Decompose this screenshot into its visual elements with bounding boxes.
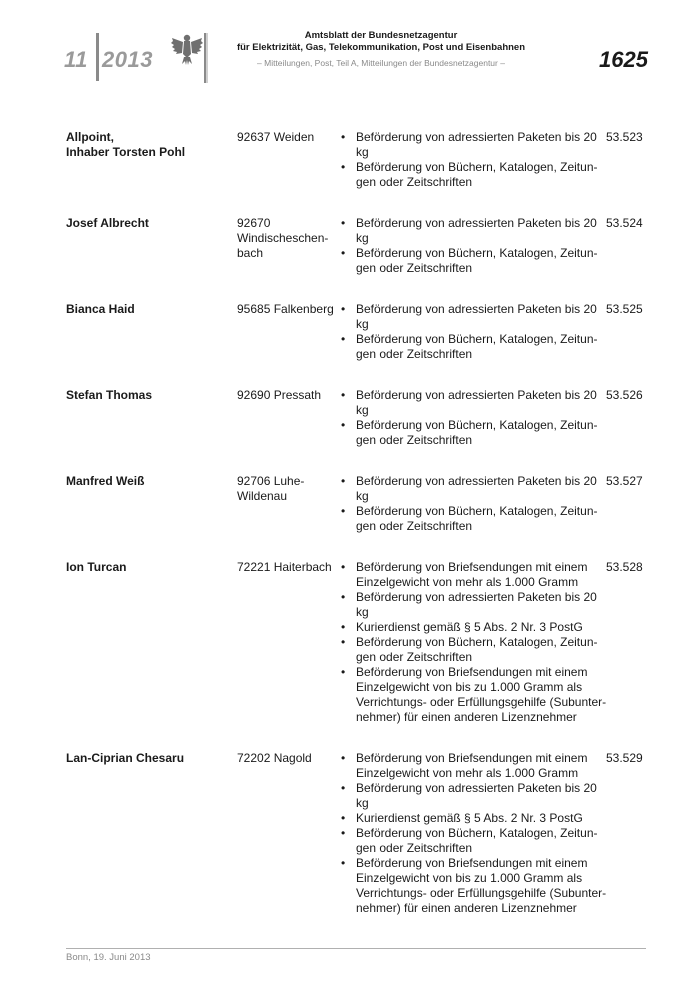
page-header xyxy=(0,0,700,95)
licensee-name: Bianca Haid xyxy=(66,302,135,316)
page-number: 1625 xyxy=(599,47,648,72)
licensee-location: 92706 Luhe-Wildenau xyxy=(237,474,305,503)
license-number: 53.523 xyxy=(606,130,643,144)
license-number: 53.527 xyxy=(606,474,643,488)
header-divider-light xyxy=(206,33,208,83)
licensee-list xyxy=(66,130,656,942)
service-list xyxy=(337,388,607,448)
licensee-entry xyxy=(66,751,656,916)
service-list xyxy=(337,474,607,534)
service-item: • Beförderung von Büchern, Katalogen, Zeitun-gen oder Zeitschriften xyxy=(337,504,607,534)
licensee-name: Manfred Weiß xyxy=(66,474,145,488)
service-item: • Beförderung von Büchern, Katalogen, Zeitun-gen oder Zeitschriften xyxy=(337,332,607,362)
service-list xyxy=(337,560,607,725)
licensee-name: Allpoint, Inhaber Torsten Pohl xyxy=(66,130,186,159)
section-subtitle: – Mitteilungen, Post, Teil A, Mitteilungen der Bundesnetzagentur – xyxy=(257,58,505,68)
service-item: • Beförderung von Briefsendungen mit einem Einzelgewicht von bis zu 1.000 Gramm als Verrichtungs- oder Erfüllungsgehilfe (Subunter-nehmer) für einen anderen Lizenznehmer xyxy=(337,665,607,725)
service-item: • Beförderung von adressierten Paketen bis 20 kg xyxy=(337,590,607,620)
service-item: • Beförderung von Büchern, Katalogen, Zeitun-gen oder Zeitschriften xyxy=(337,418,607,448)
service-item: • Beförderung von adressierten Paketen bis 20 kg xyxy=(337,216,607,246)
license-number: 53.525 xyxy=(606,302,643,316)
licensee-entry xyxy=(66,560,656,725)
licensee-location: 92637 Weiden xyxy=(237,130,315,144)
publication-subtitle: für Elektrizität, Gas, Telekommunikation, Post und Eisenbahnen xyxy=(236,42,526,53)
licensee-location: 72221 Haiterbach xyxy=(237,560,332,574)
service-list xyxy=(337,302,607,362)
licensee-entry xyxy=(66,474,656,534)
licensee-location: 72202 Nagold xyxy=(237,751,312,765)
service-item: • Kurierdienst gemäß § 5 Abs. 2 Nr. 3 PostG xyxy=(337,620,607,635)
publication-title: Amtsblatt der Bundesnetzagentur xyxy=(304,30,458,41)
issue-number: 11 xyxy=(64,47,88,72)
license-number: 53.524 xyxy=(606,216,643,230)
service-item: • Beförderung von Büchern, Katalogen, Zeitun-gen oder Zeitschriften xyxy=(337,160,607,190)
licensee-entry xyxy=(66,130,656,190)
service-item: • Beförderung von Büchern, Katalogen, Zeitun-gen oder Zeitschriften xyxy=(337,826,607,856)
licensee-name: Lan-Ciprian Chesaru xyxy=(66,751,185,765)
service-item: • Beförderung von Büchern, Katalogen, Zeitun-gen oder Zeitschriften xyxy=(337,635,607,665)
service-item: • Beförderung von adressierten Paketen bis 20 kg xyxy=(337,781,607,811)
header-divider xyxy=(96,33,99,81)
service-list xyxy=(337,130,607,190)
service-item: • Beförderung von Briefsendungen mit einem Einzelgewicht von mehr als 1.000 Gramm xyxy=(337,751,607,781)
service-item: • Beförderung von adressierten Paketen bis 20 kg xyxy=(337,388,607,418)
license-number: 53.529 xyxy=(606,751,643,765)
licensee-entry xyxy=(66,216,656,276)
service-item: • Beförderung von Briefsendungen mit einem Einzelgewicht von bis zu 1.000 Gramm als Verrichtungs- oder Erfüllungsgehilfe (Subunter-nehmer) für einen anderen Lizenznehmer xyxy=(337,856,607,916)
licensee-name: Ion Turcan xyxy=(66,560,127,574)
service-list xyxy=(337,751,607,916)
footer-rule xyxy=(66,948,646,949)
licensee-location: 95685 Falkenberg xyxy=(237,302,334,316)
federal-eagle-icon xyxy=(170,32,204,68)
service-item: • Beförderung von adressierten Paketen bis 20 kg xyxy=(337,302,607,332)
issue-year: 2013 xyxy=(102,47,153,72)
licensee-entry xyxy=(66,302,656,362)
licensee-location: 92690 Pressath xyxy=(237,388,322,402)
licensee-entry xyxy=(66,388,656,448)
licensee-name: Josef Albrecht xyxy=(66,216,149,230)
service-list xyxy=(337,216,607,276)
service-item: • Kurierdienst gemäß § 5 Abs. 2 Nr. 3 PostG xyxy=(337,811,607,826)
footer-text: Bonn, 19. Juni 2013 xyxy=(66,952,151,963)
licensee-location: 92670 Windischeschen-bach xyxy=(237,216,329,260)
service-item: • Beförderung von adressierten Paketen bis 20 kg xyxy=(337,130,607,160)
licensee-name: Stefan Thomas xyxy=(66,388,153,402)
license-number: 53.526 xyxy=(606,388,643,402)
license-number: 53.528 xyxy=(606,560,643,574)
service-item: • Beförderung von adressierten Paketen bis 20 kg xyxy=(337,474,607,504)
service-item: • Beförderung von Büchern, Katalogen, Zeitun-gen oder Zeitschriften xyxy=(337,246,607,276)
service-item: • Beförderung von Briefsendungen mit einem Einzelgewicht von mehr als 1.000 Gramm xyxy=(337,560,607,590)
